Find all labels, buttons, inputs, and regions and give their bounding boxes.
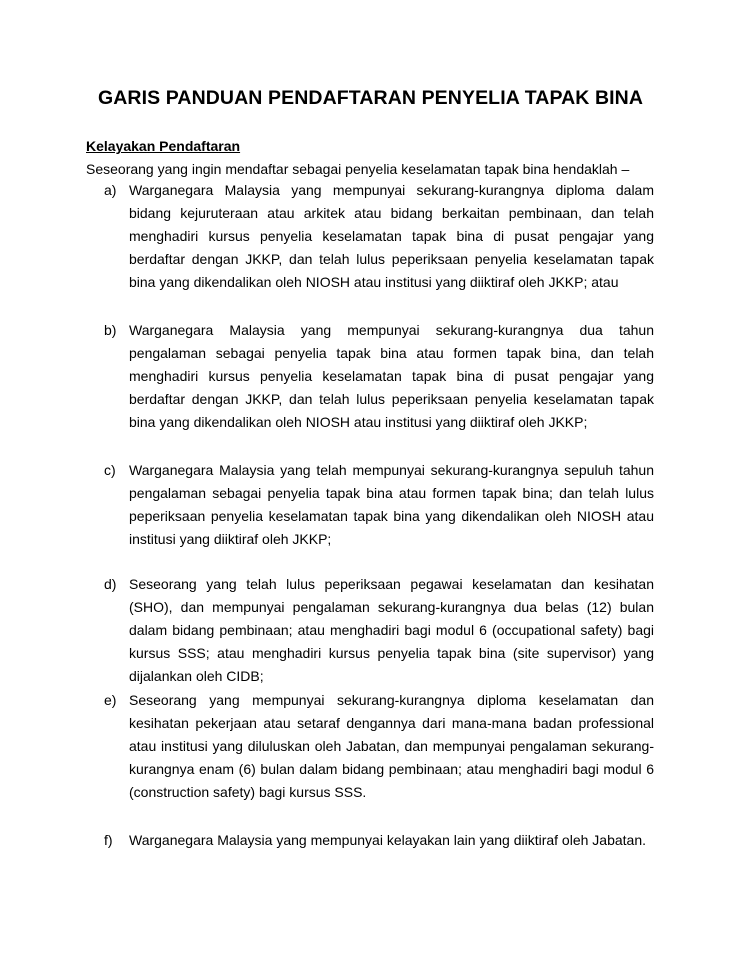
- list-item-text: Seseorang yang mempunyai sekurang-kurangnya diploma keselamatan dan kesihatan pekerjaan atau setaraf dengannya dari mana-mana badan professional atau institusi yang diluluskan oleh Jabatan, dan mempunyai pengalaman sekurang-kurangnya enam (6) bulan dalam bidang pembinaan; atau menghadiri bagi modul 6 (construction safety) bagi kursus SSS.: [129, 692, 654, 800]
- list-marker: e): [104, 692, 117, 708]
- intro-paragraph: Seseorang yang ingin mendaftar sebagai penyelia keselamatan tapak bina hendaklah –: [86, 161, 630, 177]
- list-marker: b): [104, 322, 117, 338]
- list-item-text: Warganegara Malaysia yang mempunyai kelayakan lain yang diiktiraf oleh Jabatan.: [129, 832, 646, 848]
- list-marker: c): [104, 462, 116, 478]
- list-marker: d): [104, 576, 117, 592]
- document-title: GARIS PANDUAN PENDAFTARAN PENYELIA TAPAK BINA: [97, 87, 644, 109]
- list-marker: a): [104, 182, 117, 198]
- list-marker: f): [104, 832, 113, 848]
- list-item-text: Warganegara Malaysia yang telah mempunyai sekurang-kurangnya sepuluh tahun pengalaman sebagai penyelia tapak bina atau formen tapak bina; dan telah lulus peperiksaan penyelia keselamatan tapak bina yang dikendalikan oleh NIOSH atau institusi yang diiktiraf oleh JKKP;: [129, 462, 654, 547]
- list-item-text: Warganegara Malaysia yang mempunyai sekurang-kurangnya diploma dalam bidang kejuruteraan atau arkitek atau bidang berkaitan pembinaan, dan telah menghadiri kursus penyelia keselamatan tapak bina di pusat pengajar yang berdaftar dengan JKKP, dan telah lulus peperiksaan penyelia keselamatan tapak bina yang dikendalikan oleh NIOSH atau institusi yang diiktiraf oleh JKKP; atau: [129, 182, 654, 290]
- list-item-text: Seseorang yang telah lulus peperiksaan pegawai keselamatan dan kesihatan (SHO), dan mempunyai pengalaman sekurang-kurangnya dua belas (12) bulan dalam bidang pembinaan; atau menghadiri bagi modul 6 (occupational safety) bagi kursus SSS; atau menghadiri kursus penyelia tapak bina (site supervisor) yang dijalankan oleh CIDB;: [129, 576, 654, 684]
- section-heading: Kelayakan Pendaftaran: [86, 138, 241, 154]
- list-item-text: Warganegara Malaysia yang mempunyai sekurang-kurangnya dua tahun pengalaman sebagai penyelia tapak bina atau formen tapak bina, dan telah menghadiri kursus penyelia keselamatan tapak bina di pusat pengajar yang berdaftar dengan JKKP, dan telah lulus peperiksaan penyelia keselamatan tapak bina yang dikendalikan oleh NIOSH atau institusi yang diiktiraf oleh JKKP;: [129, 322, 654, 430]
